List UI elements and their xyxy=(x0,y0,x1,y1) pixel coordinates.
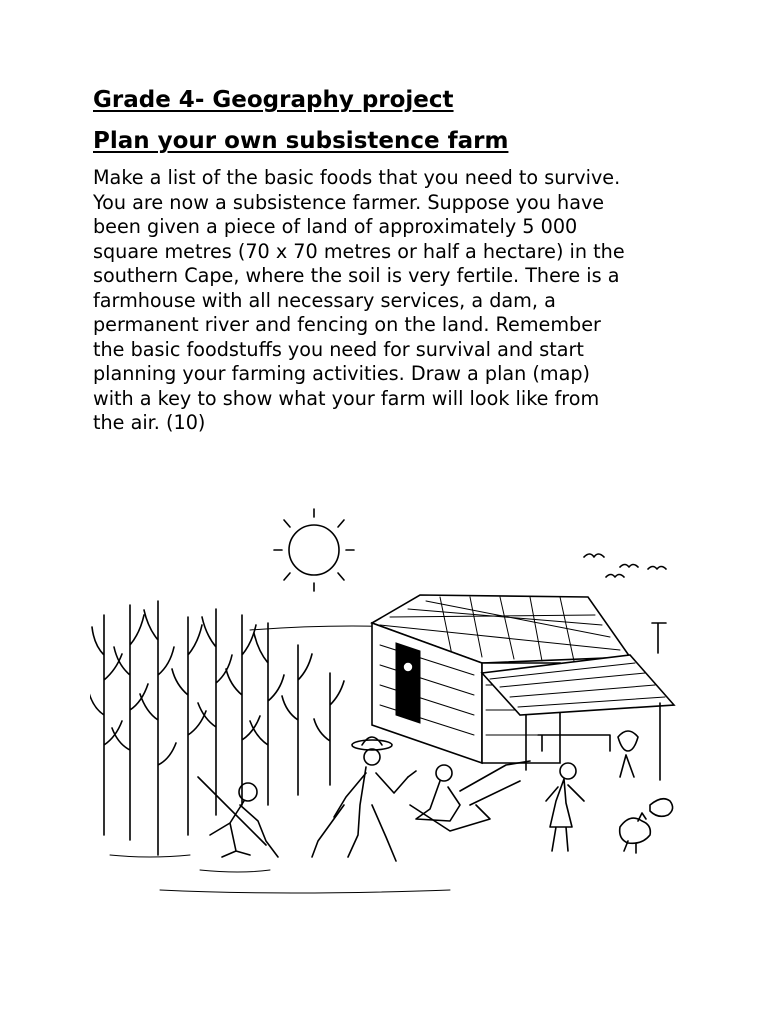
instruction-line: been given a piece of land of approximately 5 000 xyxy=(93,215,578,238)
page-subtitle: Plan your own subsistence farm xyxy=(93,128,509,154)
instruction-line: southern Cape, where the soil is very fertile. There is a xyxy=(93,264,620,287)
subsistence-farm-illustration xyxy=(90,505,678,900)
birds-icon xyxy=(584,554,666,577)
farmhouse-icon xyxy=(372,595,674,780)
instruction-line: with a key to show what your farm will look like from xyxy=(93,386,600,410)
chicken-icon xyxy=(620,799,673,853)
page-title: Grade 4- Geography project xyxy=(93,87,454,113)
instruction-line: the air. (10) xyxy=(93,411,206,434)
instruction-line: the basic foodstuffs you need for survival and start xyxy=(93,337,584,361)
instruction-line: Make a list of the basic foods that you need to survive. xyxy=(93,166,621,189)
instruction-line: You are now a subsistence farmer. Suppose you have xyxy=(93,190,605,214)
instruction-line: square metres (70 x 70 metres or half a hectare) in the xyxy=(93,239,625,263)
instructions-paragraph xyxy=(93,166,693,436)
instruction-line: farmhouse with all necessary services, a dam, a xyxy=(93,288,556,312)
sun-icon xyxy=(274,509,354,591)
instruction-line: planning your farming activities. Draw a plan (map) xyxy=(93,362,591,385)
instruction-line: permanent river and fencing on the land. Remember xyxy=(93,313,601,336)
